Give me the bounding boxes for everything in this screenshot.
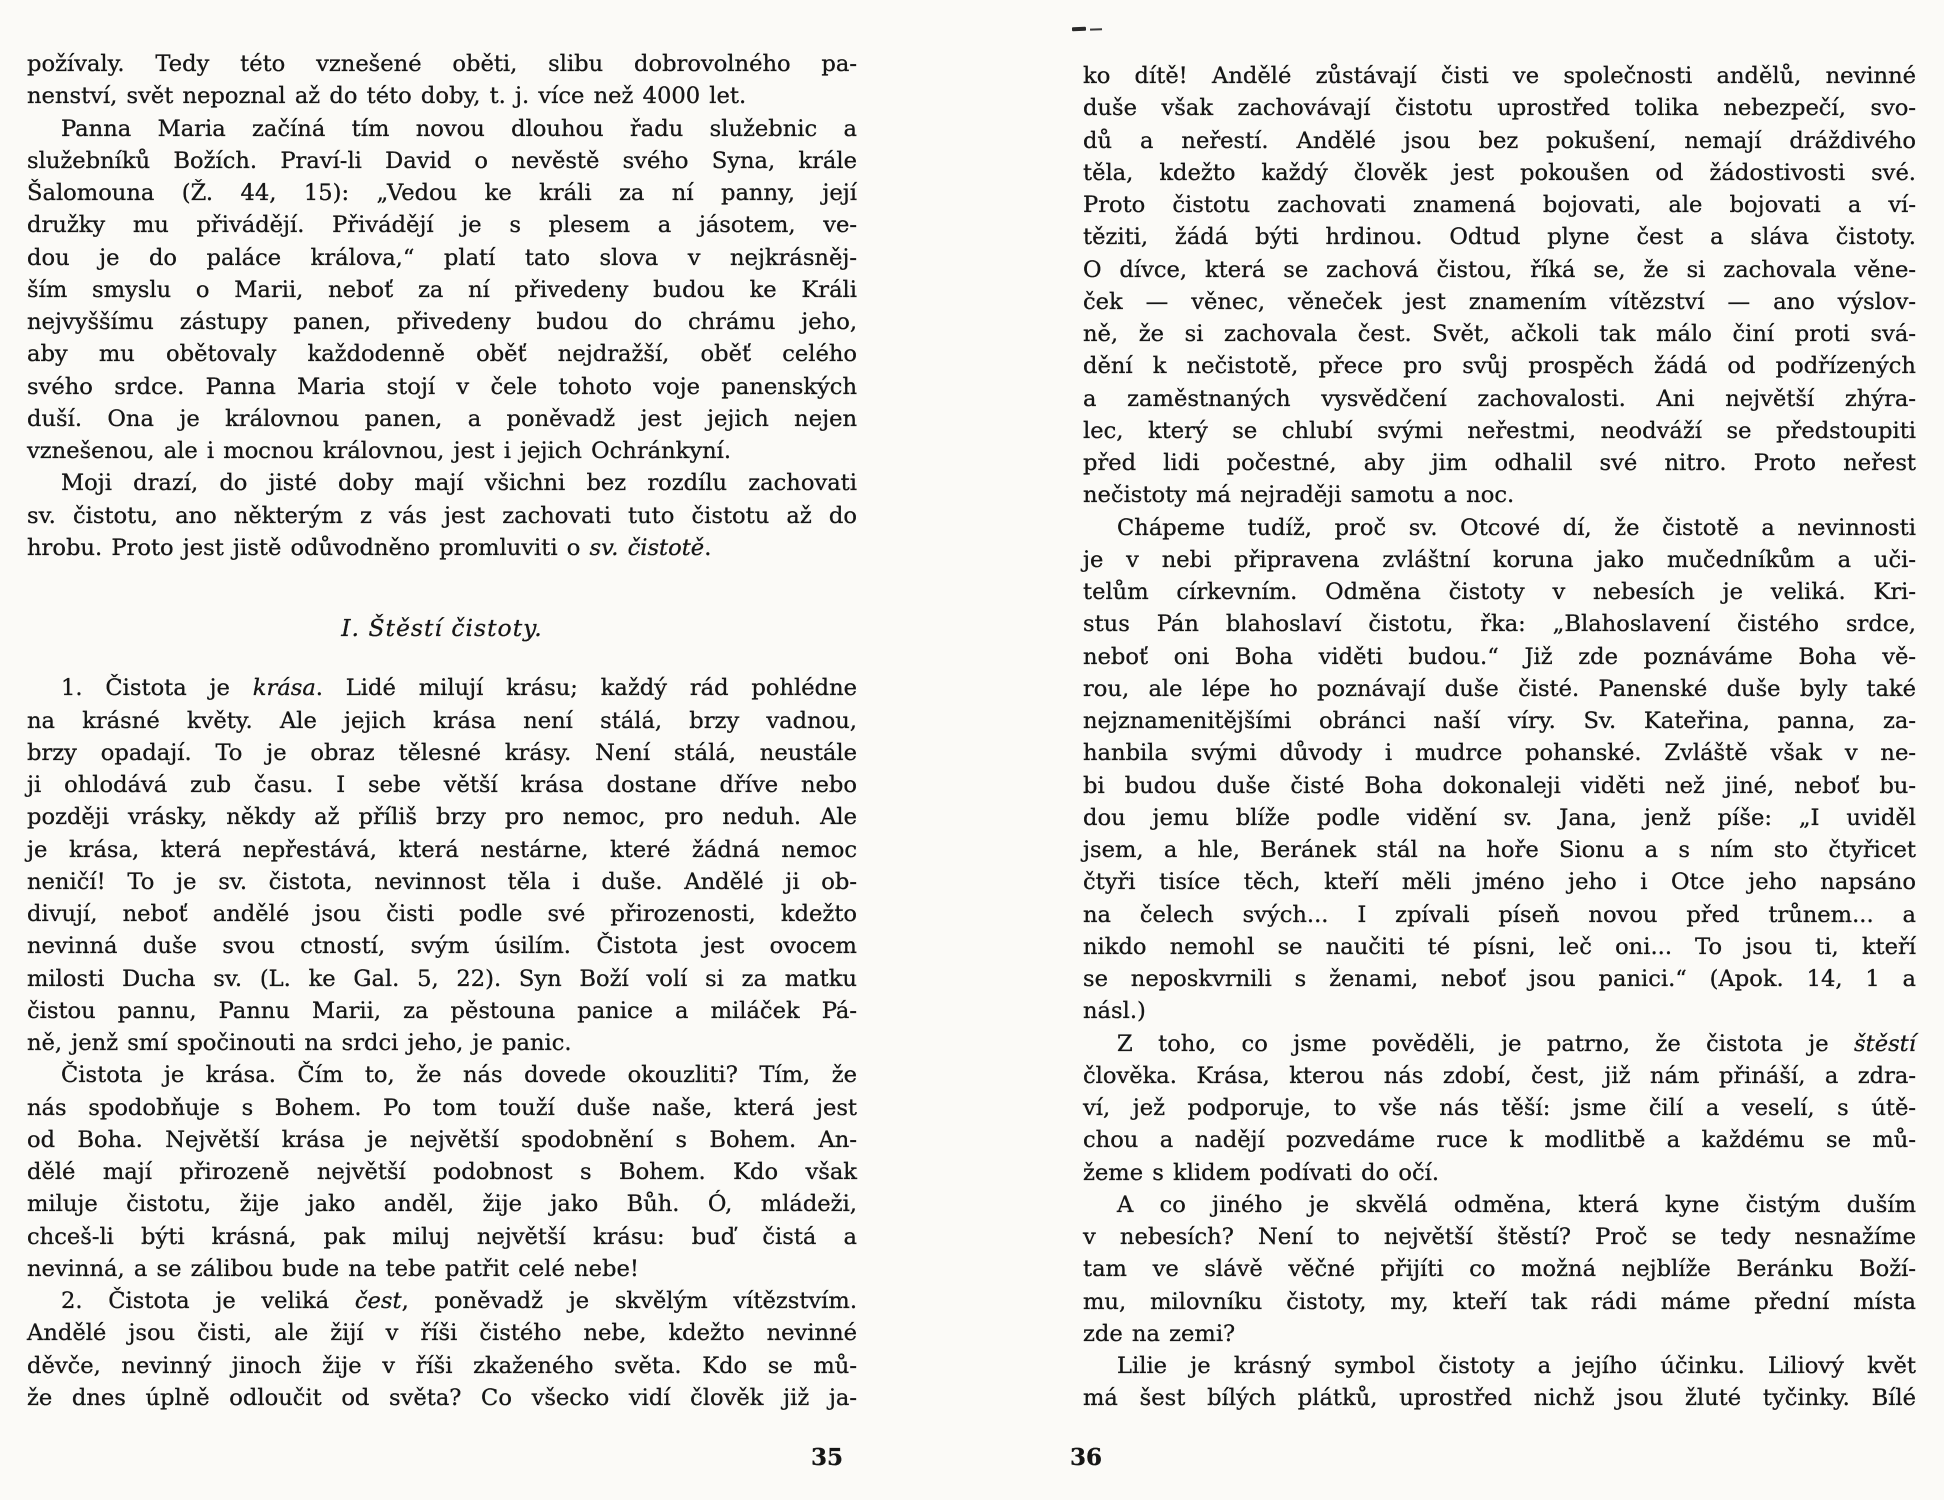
- text-line: nás spodobňuje s Bohem. Po tom touží duše naše, která jest: [27, 1094, 857, 1121]
- text-line: milosti Ducha sv. (L. ke Gal. 5, 22). Syn Boží volí si za matku: [27, 965, 857, 992]
- text-line: A co jiného je skvělá odměna, která kyne čistým duším: [1117, 1191, 1916, 1218]
- text-line: nevinná duše svou ctností, svým úsilím. Čistota jest ovocem: [27, 933, 857, 960]
- text-line: nejznamenitějšími obránci naší víry. Sv. Kateřina, panna, za-: [1083, 708, 1916, 734]
- text-line: dou jemu blíže podle vidění sv. Jana, jenž píše: „I uviděl: [1083, 804, 1916, 831]
- text-line: ším smyslu o Marii, neboť za ní přivedeny budou ke Králi: [27, 276, 857, 303]
- page-left: [27, 48, 857, 1414]
- text-line: sv. čistotu, ano některým z vás jest zachovati tuto čistotu až do: [27, 502, 857, 529]
- text-line: družky mu přivádějí. Přivádějí je s plesem a jásotem, ve-: [27, 212, 857, 239]
- text-line: žeme s klidem podívati do očí.: [1083, 1159, 1439, 1186]
- text-line: Panna Maria začíná tím novou dlouhou řadu služebnic a: [61, 115, 857, 142]
- text-line: hanbila svými důvody i mudrce pohanské. Zvláště však v ne-: [1083, 740, 1916, 767]
- text-line: nevinná, a se zálibou bude na tebe patřit celé nebe!: [27, 1255, 639, 1282]
- paragraph: [1083, 1189, 1916, 1350]
- text-line: Šalomouna (Ž. 44, 15): „Vedou ke králi za ní panny, její: [27, 180, 857, 206]
- text-line: aby mu obětovaly každodenně oběť nejdražší, oběť celého: [27, 341, 857, 368]
- text-line: miluje čistotu, žije jako anděl, žije jako Bůh. Ó, mládeži,: [27, 1191, 857, 1218]
- text-line: nejvyššímu zástupy panen, přivedeny budou do chrámu jeho,: [27, 309, 857, 335]
- text-line: duše však zachovávají čistotu uprostřed tolika nebezpečí, svo-: [1083, 95, 1916, 122]
- text-line: od Boha. Největší krása je největší spodobnění s Bohem. An-: [27, 1126, 857, 1153]
- text-line: těziti, žádá býti hrdinou. Odtud plyne čest a sláva čistoty.: [1083, 224, 1916, 251]
- text-line: člověka. Krása, kterou nás zdobí, čest, již nám přináší, a zdra-: [1083, 1062, 1916, 1089]
- text-line: jsem, a hle, Beránek stál na hoře Sionu a s ním sto čtyřicet: [1083, 837, 1916, 863]
- print-artifact-mark: [1072, 27, 1086, 31]
- text-line: tam ve slávě věčné přijíti co možná nejblíže Beránku Boží-: [1083, 1256, 1916, 1283]
- text-line: a zaměstnaných vysvědčení zachovalosti. Ani největší zhýra-: [1083, 385, 1916, 412]
- text-line: ček — věnec, věneček jest znamením vítězství — ano výslov-: [1083, 288, 1916, 315]
- text-line: chceš-li býti krásná, pak miluj největší krásu: buď čistá a: [27, 1223, 857, 1250]
- text-line: služebníků Božích. Praví-li David o nevěstě svého Syna, krále: [27, 147, 857, 174]
- text-line: má šest bílých plátků, uprostřed nichž jsou žluté tyčinky. Bílé: [1083, 1385, 1916, 1412]
- text-line: těla, kdežto každý člověk jest pokoušen od žádostivosti své.: [1083, 159, 1916, 186]
- text-line: děvče, nevinný jinoch žije v říši zkaženého světa. Kdo se mů-: [27, 1352, 857, 1379]
- page-number: 36: [1070, 1444, 1103, 1471]
- text-line: nikdo nemohl se naučiti té písni, leč oni... To jsou ti, kteří: [1083, 933, 1916, 960]
- text-line: 2. Čistota je veliká čest, poněvadž je skvělým vítězstvím.: [61, 1288, 857, 1314]
- text-line: chou a nadějí pozvedáme ruce k modlitbě a každému se mů-: [1083, 1127, 1916, 1154]
- page-number: 35: [810, 1444, 843, 1471]
- text-line: bi budou duše čisté Boha dokonaleji viděti než jiné, neboť bu-: [1083, 772, 1916, 799]
- text-line: divují, neboť andělé jsou čisti podle své přirozenosti, kdežto: [27, 901, 857, 927]
- paragraph: [27, 1285, 857, 1414]
- text-line: neboť oni Boha viděti budou.“ Již zde poznáváme Boha vě-: [1083, 643, 1916, 670]
- text-line: později vrásky, někdy až příliš brzy pro nemoc, pro neduh. Ale: [27, 804, 857, 831]
- section-heading: I. Štěstí čistoty.: [341, 614, 543, 642]
- text-line: neničí! To je sv. čistota, nevinnost těla i duše. Andělé ji ob-: [27, 868, 857, 895]
- text-line: násl.): [1083, 998, 1146, 1025]
- text-line: lec, který se chlubí svými neřestmi, neodváží se předstoupiti: [1083, 417, 1916, 444]
- text-line: dělé mají přirozeně největší podobnost s Bohem. Kdo však: [27, 1159, 857, 1185]
- text-line: nečistoty má nejraději samotu a noc.: [1083, 482, 1515, 509]
- text-line: brzy opadají. To je obraz tělesné krásy. Není stálá, neustále: [27, 739, 857, 766]
- text-line: ně, jenž smí spočinouti na srdci jeho, je panic.: [27, 1030, 572, 1056]
- paragraph: [27, 113, 857, 468]
- paragraph: [1083, 512, 1916, 1028]
- text-line: Chápeme tudíž, proč sv. Otcové dí, že čistotě a nevinnosti: [1117, 514, 1916, 541]
- text-line: 1. Čistota je krása. Lidé milují krásu; každý rád pohlédne: [61, 675, 858, 702]
- text-line: dou je do paláce králova,“ platí tato slova v nejkrásněj-: [27, 244, 857, 271]
- text-line: hrobu. Proto jest jistě odůvodněno promluviti o sv. čistotě.: [27, 534, 712, 561]
- text-line: ji ohlodává zub času. I sebe větší krása dostane dříve nebo: [27, 772, 857, 798]
- paragraph: [27, 48, 857, 113]
- text-line: Moji drazí, do jisté doby mají všichni bez rozdílu zachovati: [61, 470, 857, 497]
- text-line: nenství, svět nepoznal až do této doby, t. j. více než 4000 let.: [27, 83, 747, 110]
- text-line: ně, že si zachovala čest. Svět, ačkoli tak málo činí proti svá-: [1083, 321, 1916, 347]
- paragraph: [27, 1059, 857, 1285]
- text-line: v nebesích? Není to největší štěstí? Proč se tedy nesnažíme: [1083, 1224, 1916, 1250]
- text-line: ko dítě! Andělé zůstávají čisti ve společnosti andělů, nevinné: [1083, 63, 1916, 89]
- page-right: [1083, 60, 1916, 1415]
- page-right-text: [1083, 60, 1916, 1415]
- text-line: Lilie je krásný symbol čistoty a jejího účinku. Liliový květ: [1117, 1353, 1916, 1379]
- text-line: svého srdce. Panna Maria stojí v čele tohoto voje panenských: [27, 373, 857, 400]
- text-line: požívaly. Tedy této vznešené oběti, slibu dobrovolného pa-: [27, 51, 857, 77]
- text-line: vznešenou, ale i mocnou královnou, jest i jejich Ochránkyní.: [27, 438, 732, 464]
- text-line: stus Pán blahoslaví čistotu, řka: „Blahoslavení čistého srdce,: [1083, 611, 1916, 638]
- text-line: čtyři tisíce těch, kteří měli jméno jeho i Otce jeho napsáno: [1083, 869, 1916, 896]
- paragraph: [1083, 60, 1916, 512]
- text-line: mu, milovníku čistoty, my, kteří tak rádi máme přední místa: [1083, 1288, 1916, 1315]
- text-line: dění k nečistotě, přece pro svůj prospěch žádá od podřízených: [1083, 353, 1916, 380]
- paragraph: [1083, 1350, 1916, 1415]
- text-line: Z toho, co jsme pověděli, je patrno, že čistota je štěstí: [1117, 1030, 1916, 1057]
- text-line: Čistota je krása. Čím to, že nás dovede okouzliti? Tím, že: [61, 1062, 857, 1089]
- text-line: duší. Ona je královnou panen, a poněvadž jest jejich nejen: [27, 405, 857, 432]
- text-line: O dívce, která se zachová čistou, říká se, že si zachovala věne-: [1083, 256, 1916, 283]
- text-line: na krásné květy. Ale jejich krása není stálá, brzy vadnou,: [27, 707, 857, 734]
- text-line: před lidi počestné, aby jim odhalil své nitro. Proto neřest: [1083, 450, 1916, 476]
- text-line: Andělé jsou čisti, ale žijí v říši čistého nebe, kdežto nevinné: [27, 1320, 857, 1347]
- page-left-text: [27, 48, 857, 1414]
- text-line: je v nebi připravena zvláštní koruna jako mučedníkům a uči-: [1083, 546, 1916, 573]
- paragraph: [27, 467, 857, 564]
- text-line: Proto čistotu zachovati znamená bojovati, ale bojovati a ví-: [1083, 192, 1916, 218]
- text-line: čistou pannu, Pannu Marii, za pěstouna panice a miláček Pá-: [27, 997, 857, 1024]
- text-line: dů a neřestí. Andělé jsou bez pokušení, nemají dráždivého: [1083, 127, 1916, 154]
- text-line: telům církevním. Odměna čistoty v nebesích je veliká. Kri-: [1083, 579, 1916, 605]
- text-line: ví, jež podporuje, to vše nás těší: jsme čilí a veselí, s útě-: [1083, 1095, 1916, 1121]
- text-line: zde na zemi?: [1083, 1320, 1236, 1347]
- text-line: rou, ale lépe ho poznávají duše čisté. Panenské duše byly také: [1083, 675, 1916, 702]
- text-line: na čelech svých... I zpívali píseň novou před trůnem... a: [1083, 901, 1916, 928]
- paragraph: [1083, 1028, 1916, 1189]
- text-line: je krása, která nepřestává, která nestárne, které žádná nemoc: [27, 836, 857, 863]
- paragraph: [27, 672, 857, 1059]
- text-line: se neposkvrnili s ženami, neboť jsou panici.“ (Apok. 14, 1 a: [1083, 966, 1916, 992]
- text-line: že dnes úplně odloučit od světa? Co všecko vidí člověk již ja-: [27, 1384, 857, 1411]
